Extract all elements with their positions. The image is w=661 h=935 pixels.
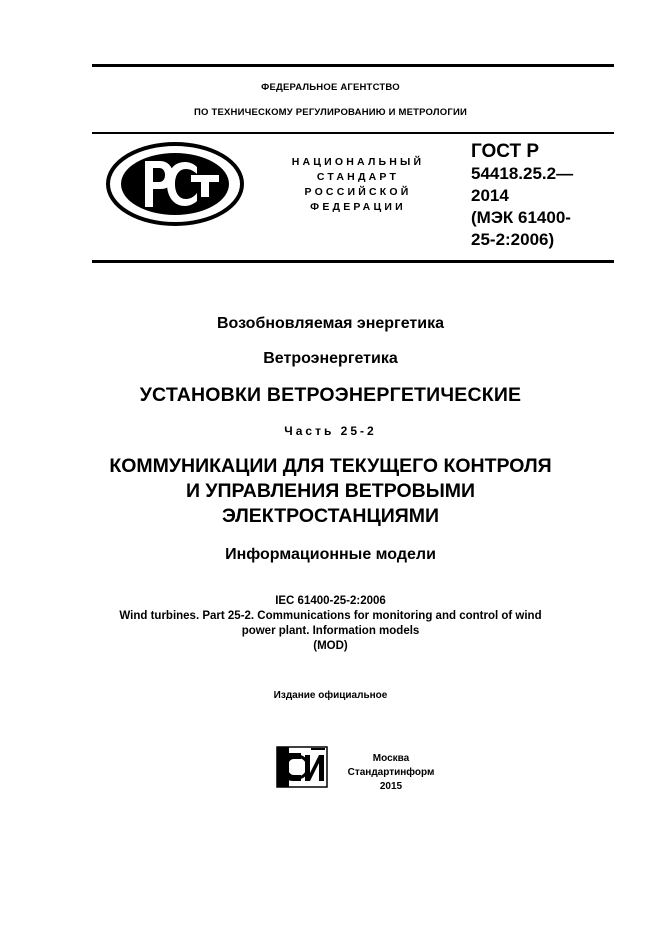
iec-reference <box>0 594 661 654</box>
part-label: Часть 25-2 <box>284 424 377 438</box>
iec-line-1: IEC 61400-25-2:2006 <box>275 595 386 607</box>
gost-line-1: ГОСТ Р <box>471 141 540 162</box>
iec-line-2: Wind turbines. Part 25-2. Communications for monitoring and control of wind <box>119 610 542 622</box>
publisher-year: 2015 <box>379 781 403 792</box>
iec-line-4: (MOD) <box>313 640 348 652</box>
top-rule <box>92 64 614 67</box>
gost-line-4: (МЭК 61400- <box>471 208 571 227</box>
national-standard-line-2: СТАНДАРТ <box>316 171 400 183</box>
title-line-1: Возобновляемая энергетика <box>217 315 444 332</box>
national-standard-line-1: НАЦИОНАЛЬНЫЙ <box>291 156 425 168</box>
gost-line-2: 54418.25.2— <box>471 164 574 183</box>
main-title-line-2: И УПРАВЛЕНИЯ ВЕТРОВЫМИ <box>185 480 476 502</box>
gost-logo-icon <box>105 141 245 227</box>
subtitle: Информационные модели <box>225 546 436 563</box>
main-title-line-1: КОММУНИКАЦИИ ДЛЯ ТЕКУЩЕГО КОНТРОЛЯ <box>109 455 552 477</box>
national-standard-line-4: ФЕДЕРАЦИИ <box>310 201 406 213</box>
publisher-name: Стандартинформ <box>347 767 435 778</box>
gost-designation <box>471 141 621 251</box>
main-title <box>0 454 661 529</box>
publisher-city: Москва <box>372 753 410 764</box>
gost-line-5: 25-2:2006) <box>471 230 555 249</box>
gost-line-3: 2014 <box>471 186 509 205</box>
standartinform-logo-icon <box>275 745 329 789</box>
iec-line-3: power plant. Information models <box>241 625 420 637</box>
title-line-2: Ветроэнергетика <box>263 350 398 367</box>
block-bottom-rule <box>92 260 614 263</box>
block-top-rule <box>92 132 614 134</box>
agency-line-2: ПО ТЕХНИЧЕСКОМУ РЕГУЛИРОВАНИЮ И МЕТРОЛОГИИ <box>194 107 467 118</box>
main-title-line-3: ЭЛЕКТРОСТАНЦИЯМИ <box>221 505 439 527</box>
title-line-3: УСТАНОВКИ ВЕТРОЭНЕРГЕТИЧЕСКИЕ <box>139 384 522 406</box>
edition-label: Издание официальное <box>273 690 388 701</box>
national-standard-line-3: РОССИЙСКОЙ <box>304 186 412 198</box>
agency-line-1: ФЕДЕРАЛЬНОЕ АГЕНТСТВО <box>261 82 400 93</box>
